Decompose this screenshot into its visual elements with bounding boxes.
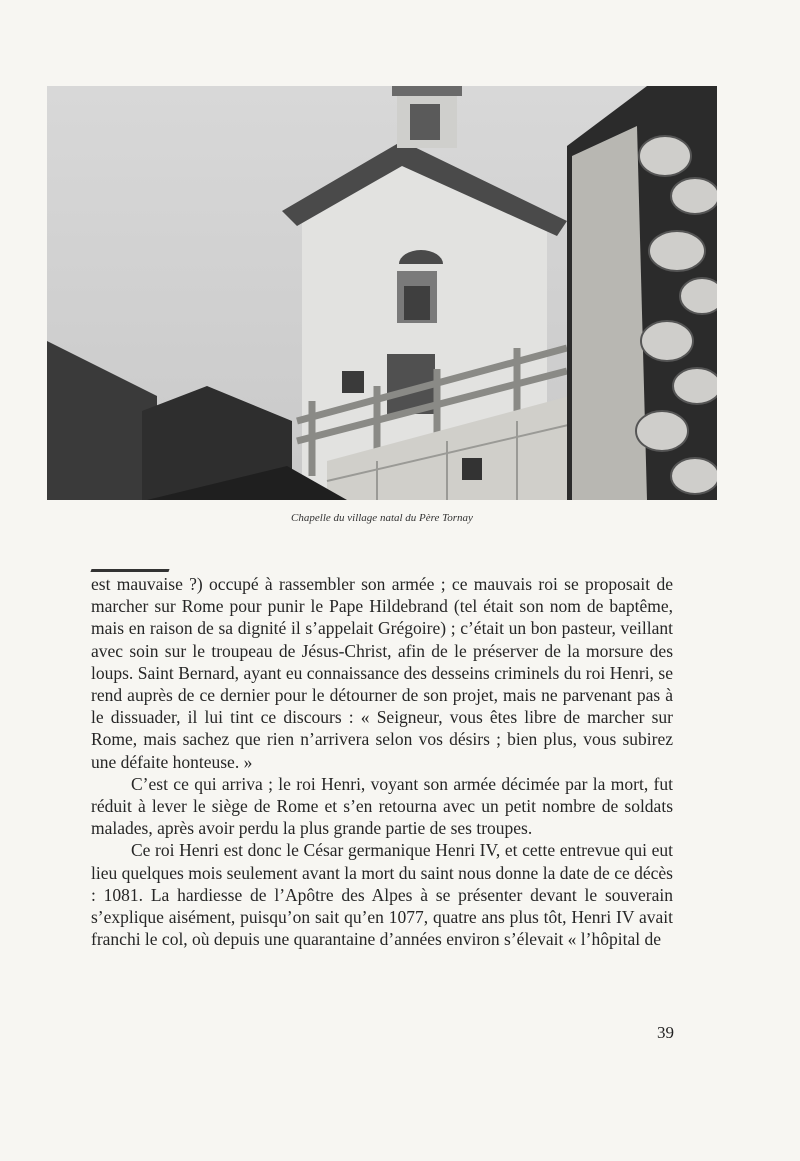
body-text (91, 573, 673, 950)
paragraph-3: Ce roi Henri est donc le César germanique Henri IV, et cette entrevue qui eut lieu quelques mois seulement avant la mort du saint nous donne la date de ce décès : 1081. La hardiesse de l’Apôtre des Alpes à se présenter devant le souverain s’explique aisément, puisqu’on sait qu’en 1077, quatre ans plus tôt, Henri IV avait franchi le col, où depuis une quarantaine d’années environ s’élevait « l’hôpital de (91, 840, 673, 950)
paragraph-2: C’est ce qui arriva ; le roi Henri, voyant son armée décimée par la mort, fut réduit à lever le siège de Rome et s’en retourna avec un petit nombre de soldats malades, après avoir perdu la plus grande partie de ses troupes. (91, 773, 673, 839)
figure-caption: Chapelle du village natal du Père Tornay (291, 512, 473, 524)
page-number: 39 (657, 1023, 674, 1042)
paragraph-1: est mauvaise ?) occupé à rassembler son armée ; ce mauvais roi se proposait de marcher sur Rome pour punir le Pape Hildebrand (tel était son nom de baptême, mais en raison de sa dignité il s’appelait Grégoire) ; c’était un bon pasteur, veillant avec soin sur le troupeau de Jésus-Christ, afin de le préserver de la morsure des loups. Saint Bernard, ayant eu connaissance des desseins criminels du roi Henri, se rend auprès de ce dernier pour le détourner de son projet, mais ne parvenant pas à le dissuader, il lui tint ce discours : « Seigneur, vous êtes libre de marcher sur Rome, mais sachez que rien n’arrivera selon vos désirs ; bien plus, vous subirez une défaite honteuse. » (91, 574, 673, 772)
ink-mark (90, 569, 169, 572)
chapel-photo (47, 86, 717, 500)
